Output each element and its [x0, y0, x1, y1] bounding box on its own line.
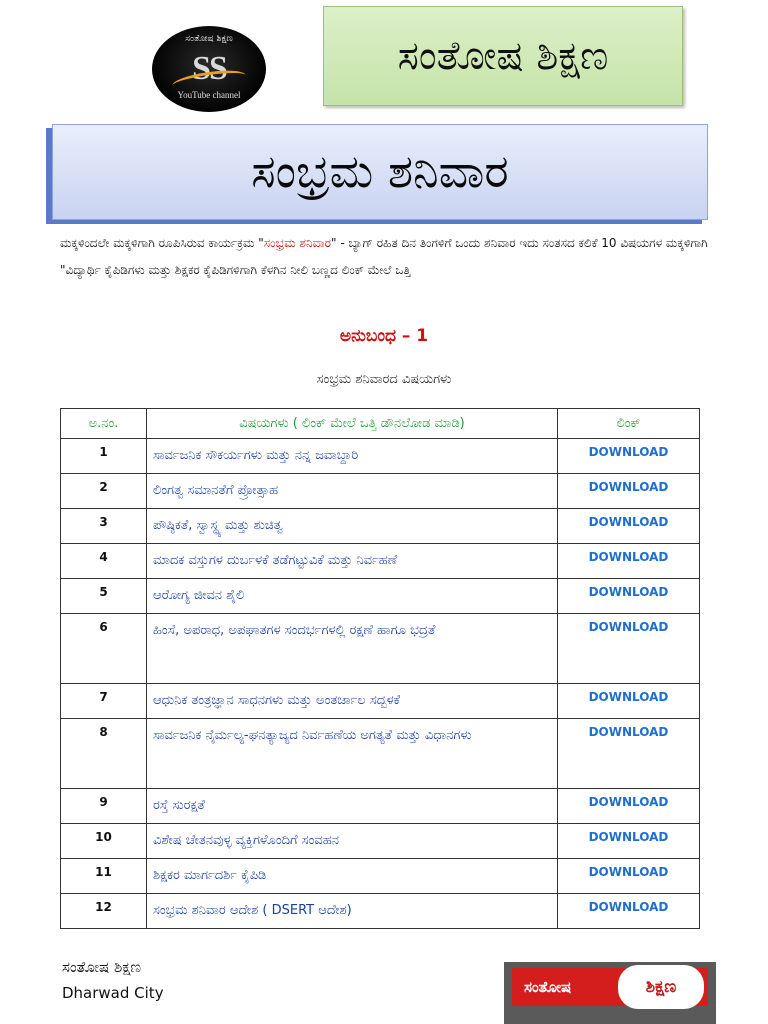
download-link[interactable]: DOWNLOAD: [588, 725, 669, 739]
download-link[interactable]: DOWNLOAD: [588, 480, 669, 494]
row-number: 1: [61, 439, 147, 474]
row-topic: ರಸ್ತೆ ಸುರಕ್ಷತೆ: [147, 789, 558, 824]
download-link[interactable]: DOWNLOAD: [588, 550, 669, 564]
download-link[interactable]: DOWNLOAD: [588, 620, 669, 634]
header-serial: ಅ.ನಂ.: [61, 409, 147, 439]
footer-city: Dharwad City: [62, 984, 164, 1002]
download-link[interactable]: DOWNLOAD: [588, 865, 669, 879]
logo-youtube-text: YouTube channel: [177, 90, 241, 100]
stamp-right-text: ಶಿಕ್ಷಣ: [618, 965, 704, 1009]
table-row: [61, 719, 700, 789]
download-link[interactable]: DOWNLOAD: [588, 795, 669, 809]
footer-brand-stamp: [504, 962, 716, 1024]
logo-mark: SS: [192, 50, 226, 87]
channel-logo: [152, 26, 266, 112]
download-link[interactable]: DOWNLOAD: [588, 445, 669, 459]
row-topic: ಆರೋಗ್ಯ ಜೀವನ ಶೈಲಿ: [147, 579, 558, 614]
download-link[interactable]: DOWNLOAD: [588, 690, 669, 704]
header-topics: ವಿಷಯಗಳು ( ಲಿಂಕ್ ಮೇಲೆ ಒತ್ತಿ ಡೌನಲೋಡ ಮಾಡಿ): [147, 409, 558, 439]
intro-text-2: " - ಬ್ಯಾಗ್ ರಹಿತ ದಿನ ತಿಂಗಳಿಗೆ ಒಂದು ಶನಿವಾರ ಇದು ಸಂತಸದ ಕಲಿಕೆ 10 ವಿಷಯಗಳ ಮಕ್ಕಳಿಗಾಗಿ "ವಿದ್ಯಾರ್ಥಿ ಕೈಪಿಡಿಗಳು ಮತ್ತು ಶಿಕ್ಷಕರ ಕೈಪಿಡಿಗಳಿಗಾಗಿ ಕೆಳಗಿನ ನೀಲಿ ಬಣ್ಣದ ಲಿಂಕ್ ಮೇಲೆ ಒತ್ತಿ: [60, 236, 708, 277]
row-number: 5: [61, 579, 147, 614]
row-topic: ಮಾದಕ ವಸ್ತುಗಳ ದುರ್ಬಳಕೆ ತಡೆಗಟ್ಟುವಿಕೆ ಮತ್ತು ನಿರ್ವಹಣೆ: [147, 544, 558, 579]
footer-name: ಸಂತೋಷ ಶಿಕ್ಷಣ: [62, 958, 142, 976]
logo-top-text: ಸಂತೋಷ ಶಿಕ್ಷಣ: [185, 34, 233, 44]
download-link[interactable]: DOWNLOAD: [588, 830, 669, 844]
header-link: ಲಿಂಕ್: [558, 409, 700, 439]
row-number: 4: [61, 544, 147, 579]
table-caption: ಸಂಭ್ರಮ ಶನಿವಾರದ ವಿಷಯಗಳು: [316, 372, 452, 387]
download-link[interactable]: DOWNLOAD: [588, 900, 669, 914]
download-link[interactable]: DOWNLOAD: [588, 585, 669, 599]
row-topic: ಹಿಂಸೆ, ಅಪರಾಧ, ಅಪಘಾತಗಳ ಸಂದರ್ಭಗಳಲ್ಲಿ ರಕ್ಷಣೆ ಹಾಗೂ ಭದ್ರತೆ: [147, 614, 558, 684]
table-row: [61, 684, 700, 719]
intro-highlight: ಸಂಭ್ರಮ ಶನಿವಾರ: [263, 236, 331, 250]
table-header-row: [61, 409, 700, 439]
intro-text-1: ಮಕ್ಕಳಿಂದಲೇ ಮಕ್ಕಳಿಗಾಗಿ ರೂಪಿಸಿರುವ ಕಾರ್ಯಕ್ರಮ ": [60, 236, 264, 250]
intro-paragraph: [60, 230, 720, 284]
table-row: [61, 544, 700, 579]
row-number: 10: [61, 824, 147, 859]
table-row: [61, 474, 700, 509]
row-number: 7: [61, 684, 147, 719]
row-number: 9: [61, 789, 147, 824]
row-number: 2: [61, 474, 147, 509]
row-number: 11: [61, 859, 147, 894]
row-number: 12: [61, 894, 147, 929]
table-row: [61, 859, 700, 894]
row-topic: ಶಿಕ್ಷಕರ ಮಾರ್ಗದರ್ಶಿ ಕೈಪಿಡಿ: [147, 859, 558, 894]
stamp-band: [512, 968, 708, 1006]
appendix-title: ಅನುಬಂಧ – 1: [339, 326, 429, 346]
download-link[interactable]: DOWNLOAD: [588, 515, 669, 529]
table-row: [61, 614, 700, 684]
row-topic: ಪೌಷ್ಠಿಕತೆ, ಸ್ವಾಸ್ಥ್ಯ ಮತ್ತು ಶುಚಿತ್ವ: [147, 509, 558, 544]
table-row: [61, 894, 700, 929]
stamp-left-text: ಸಂತೋಷ: [524, 978, 572, 996]
topics-table: [60, 408, 700, 929]
table-row: [61, 439, 700, 474]
table-row: [61, 579, 700, 614]
row-topic: ಆಧುನಿಕ ತಂತ್ರಜ್ಞಾನ ಸಾಧನಗಳು ಮತ್ತು ಅಂತರ್ಜಾಲ ಸದ್ಬಳಕೆ: [147, 684, 558, 719]
table-row: [61, 509, 700, 544]
row-topic: ಸಾರ್ವಜನಿಕ ಸೌಕರ್ಯಗಳು ಮತ್ತು ನನ್ನ ಜವಾಬ್ದಾರಿ: [147, 439, 558, 474]
row-topic: ಸಾರ್ವಜನಿಕ ನೈರ್ಮಲ್ಯ-ಘನತ್ಯಾಜ್ಯದ ನಿರ್ವಹಣೆಯ ಅಗತ್ಯತೆ ಮತ್ತು ವಿಧಾನಗಳು: [147, 719, 558, 789]
banner-title: ಸಂಭ್ರಮ ಶನಿವಾರ: [52, 124, 708, 220]
row-number: 8: [61, 719, 147, 789]
row-number: 6: [61, 614, 147, 684]
row-number: 3: [61, 509, 147, 544]
row-topic: ಸಂಭ್ರಮ ಶನಿವಾರ ಆದೇಶ ( DSERT ಆದೇಶ): [147, 894, 558, 929]
row-topic: ವಿಶೇಷ ಚೇತನವುಳ್ಳ ವ್ಯಕ್ತಿಗಳೊಂದಿಗೆ ಸಂವಹನ: [147, 824, 558, 859]
table-row: [61, 789, 700, 824]
brand-title: ಸಂತೋಷ ಶಿಕ್ಷಣ: [323, 6, 683, 106]
row-topic: ಲಿಂಗತ್ವ ಸಮಾನತೆಗೆ ಪ್ರೋತ್ಸಾಹ: [147, 474, 558, 509]
table-row: [61, 824, 700, 859]
